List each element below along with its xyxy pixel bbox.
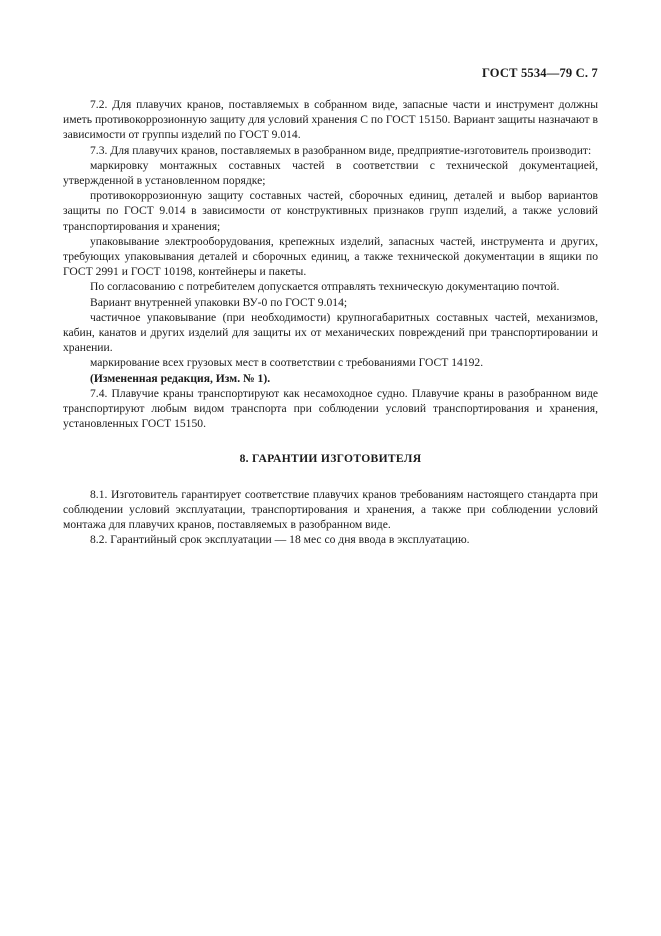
page-header: ГОСТ 5534—79 С. 7	[481, 66, 598, 80]
document-body	[63, 97, 598, 547]
section-8-title: 8. ГАРАНТИИ ИЗГОТОВИТЕЛЯ	[239, 452, 422, 466]
paragraph-7-3: 7.3. Для плавучих кранов, поставляемых в разобранном виде, предприятие-изготовитель производит:	[90, 143, 592, 157]
paragraph-8-2: 8.2. Гарантийный срок эксплуатации — 18 мес со дня ввода в эксплуатацию.	[90, 533, 470, 547]
paragraph-inner-packing: Вариант внутренней упаковки ВУ-0 по ГОСТ 9.014;	[90, 295, 348, 309]
paragraph-8-1: 8.1. Изготовитель гарантирует соответствие плавучих кранов требованиям настоящего стандарта при соблюдении условий эксплуатации, транспортирования и хранения, а также при соблюдении условий монтажа для плавучих кранов, поставляемых в разобранном виде.	[63, 487, 598, 532]
list-item-marking: маркировку монтажных составных частей в соответствии с технической документацией, утвержденной в установленном порядке;	[63, 158, 598, 188]
list-item-cargo-marking: маркирование всех грузовых мест в соответствии с требованиями ГОСТ 14192.	[90, 356, 484, 370]
list-item-packing: упаковывание электрооборудования, крепежных изделий, запасных частей, инструмента и других, требующих упаковывания деталей и сборочных единиц, а также технической документации в ящики по ГОСТ 2991 и ГОСТ 10198, контейнеры и пакеты.	[63, 234, 598, 279]
amendment-note: (Измененная редакция, Изм. № 1).	[90, 371, 271, 385]
paragraph-7-4: 7.4. Плавучие краны транспортируют как несамоходное судно. Плавучие краны в разобранном виде транспортируют любым видом транспорта при соблюдении условий транспортирования и хранения, установленных ГОСТ 15150.	[63, 386, 598, 431]
paragraph-7-2: 7.2. Для плавучих кранов, поставляемых в собранном виде, запасные части и инструмент должны иметь противокоррозионную защиту для условий хранения С по ГОСТ 15150. Вариант защиты назначают в зависимости от группы изделий по ГОСТ 9.014.	[63, 98, 598, 142]
list-item-corrosion-protection: противокоррозионную защиту составных частей, сборочных единиц, деталей и выбор вариантов защиты по ГОСТ 9.014 в зависимости от конструктивных признаков групп изделий, а также условий транспортирования и хранения;	[63, 189, 598, 233]
list-item-partial-packing: частичное упаковывание (при необходимости) крупногабаритных составных частей, механизмов, кабин, канатов и других изделий для защиты их от механических повреждений при транспортировании и хранении.	[63, 310, 598, 355]
paragraph-mail-docs: По согласованию с потребителем допускается отправлять техническую документацию почтой.	[90, 280, 560, 294]
